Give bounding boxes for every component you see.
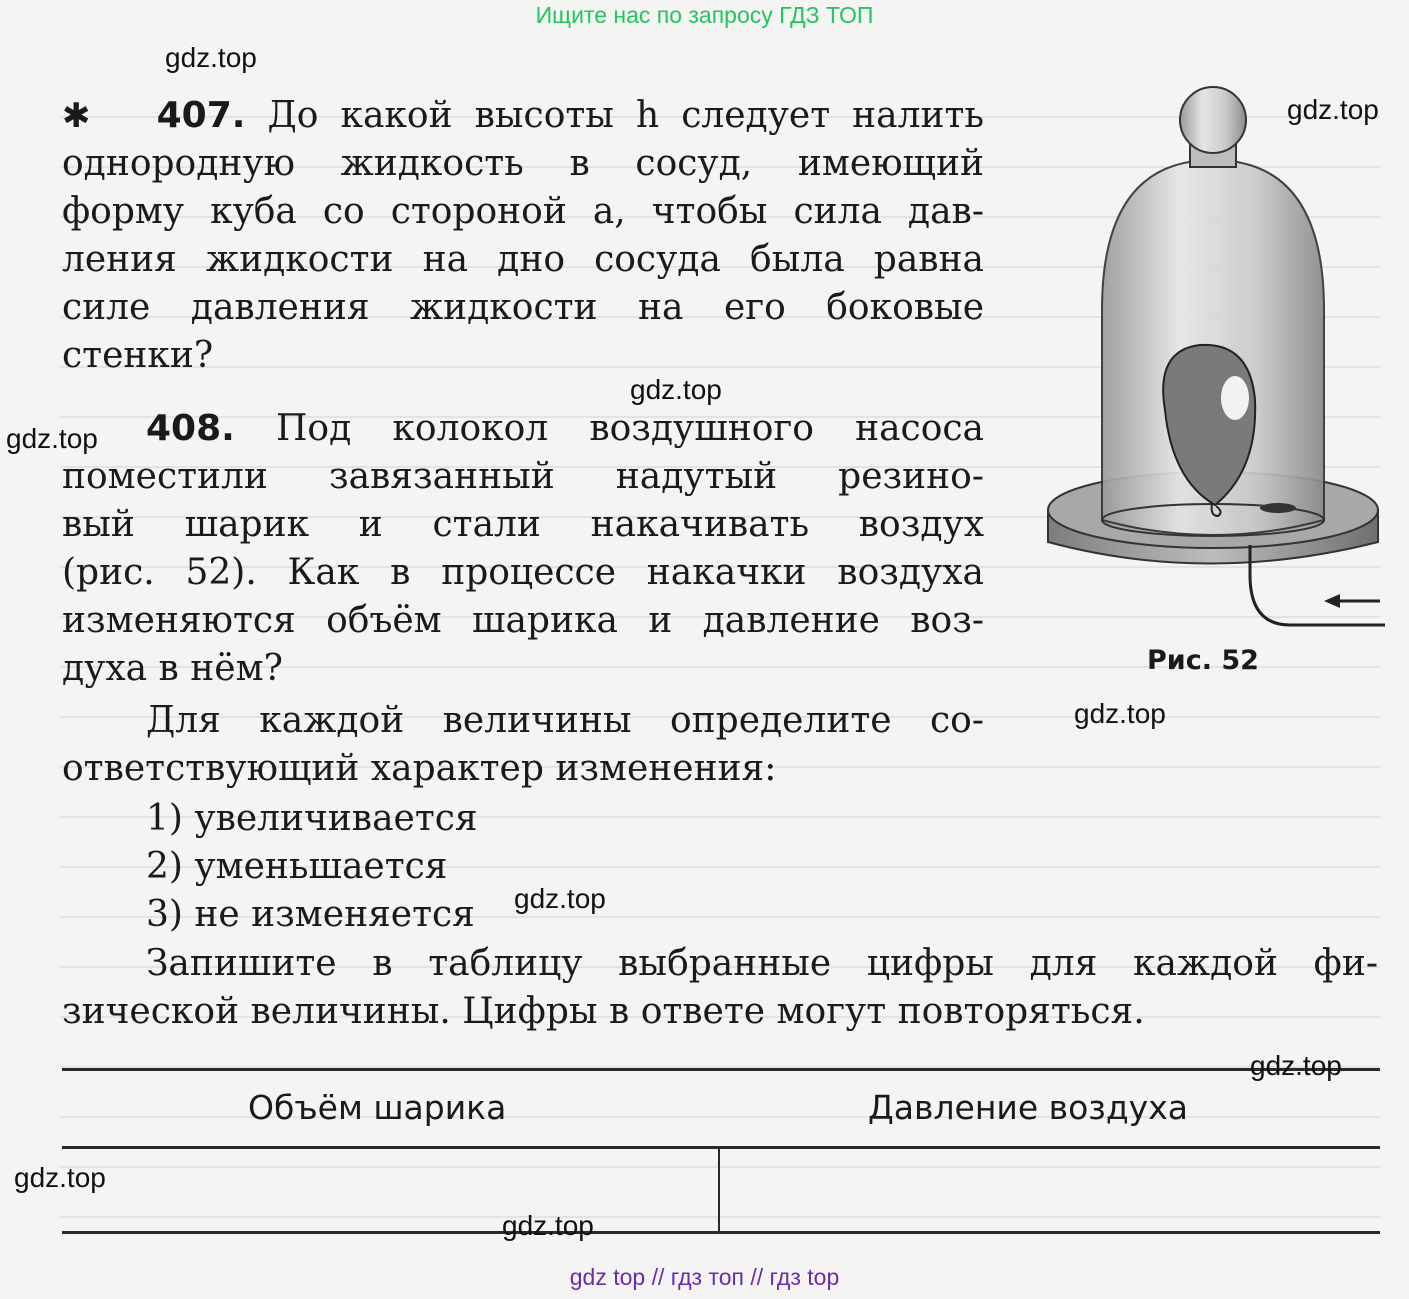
p407-line-3: форму куба со стороной a, чтобы сила дав- [62, 191, 984, 232]
p408-line-6: духа в нём? [62, 648, 283, 689]
record-line-1: Запишите в таблицу выбранные цифры для каждой фи- [146, 943, 1378, 984]
instruction-line-2: ответствующий характер изменения: [62, 748, 777, 789]
p407-line-5: силе давления жидкости на его боковые [62, 287, 984, 328]
table-top-rule [62, 1068, 1380, 1071]
p407-line-4: ления жидкости на дно сосуда была равна [62, 239, 984, 280]
p407-number: 407. [156, 95, 246, 136]
p407-line-2: однородную жидкость в сосуд, имеющий [62, 143, 984, 184]
bell-jar-figure [1040, 80, 1385, 640]
watermark: gdz.top [1287, 94, 1379, 125]
p408-number: 408. [146, 408, 235, 449]
p407-line-6: стенки? [62, 335, 214, 376]
p408-line-2: поместили завязанный надутый резино- [62, 456, 984, 497]
answer-cell-pressure[interactable] [720, 1149, 1380, 1231]
header-pressure: Давление воздуха [868, 1088, 1188, 1127]
star-icon: ✱ [62, 96, 91, 136]
watermark: gdz.top [514, 883, 606, 914]
knob [1180, 87, 1246, 153]
p407-line-1: ✱ 407. До какой высоты h следует налить [62, 95, 984, 136]
p408-line-3: вый шарик и стали накачивать воздух [62, 504, 984, 545]
answer-cell-volume[interactable] [62, 1149, 718, 1231]
watermark: gdz.top [6, 423, 98, 454]
bottom-banner: gdz top // гдз топ // гдз top [569, 1264, 840, 1290]
table-bottom-rule [62, 1231, 1380, 1234]
watermark: gdz.top [165, 42, 257, 73]
option-3: 3) не изменяется [146, 894, 475, 935]
watermark: gdz.top [1074, 698, 1166, 729]
top-banner: Ищите нас по запросу ГДЗ ТОП [535, 2, 874, 28]
watermark: gdz.top [502, 1210, 594, 1241]
record-line-2: зической величины. Цифры в ответе могут повторяться. [62, 991, 1145, 1032]
watermark: gdz.top [14, 1162, 106, 1193]
balloon-highlight [1221, 376, 1249, 420]
instruction-line-1: Для каждой величины определите со- [146, 700, 984, 741]
option-2: 2) уменьшается [146, 846, 448, 887]
p408-line-1: 408. Под колокол воздушного насоса [146, 408, 984, 449]
answer-table [62, 1068, 1380, 1234]
figure-caption: Рис. 52 [1147, 645, 1259, 676]
p408-line-5: изменяются объём шарика и давление воз- [62, 600, 984, 641]
watermark: gdz.top [1250, 1050, 1342, 1081]
p408-line-4: (рис. 52). Как в процессе накачки воздуха [62, 552, 984, 593]
option-1: 1) увеличивается [146, 798, 478, 839]
header-volume: Объём шарика [248, 1088, 507, 1127]
watermark: gdz.top [630, 374, 722, 405]
